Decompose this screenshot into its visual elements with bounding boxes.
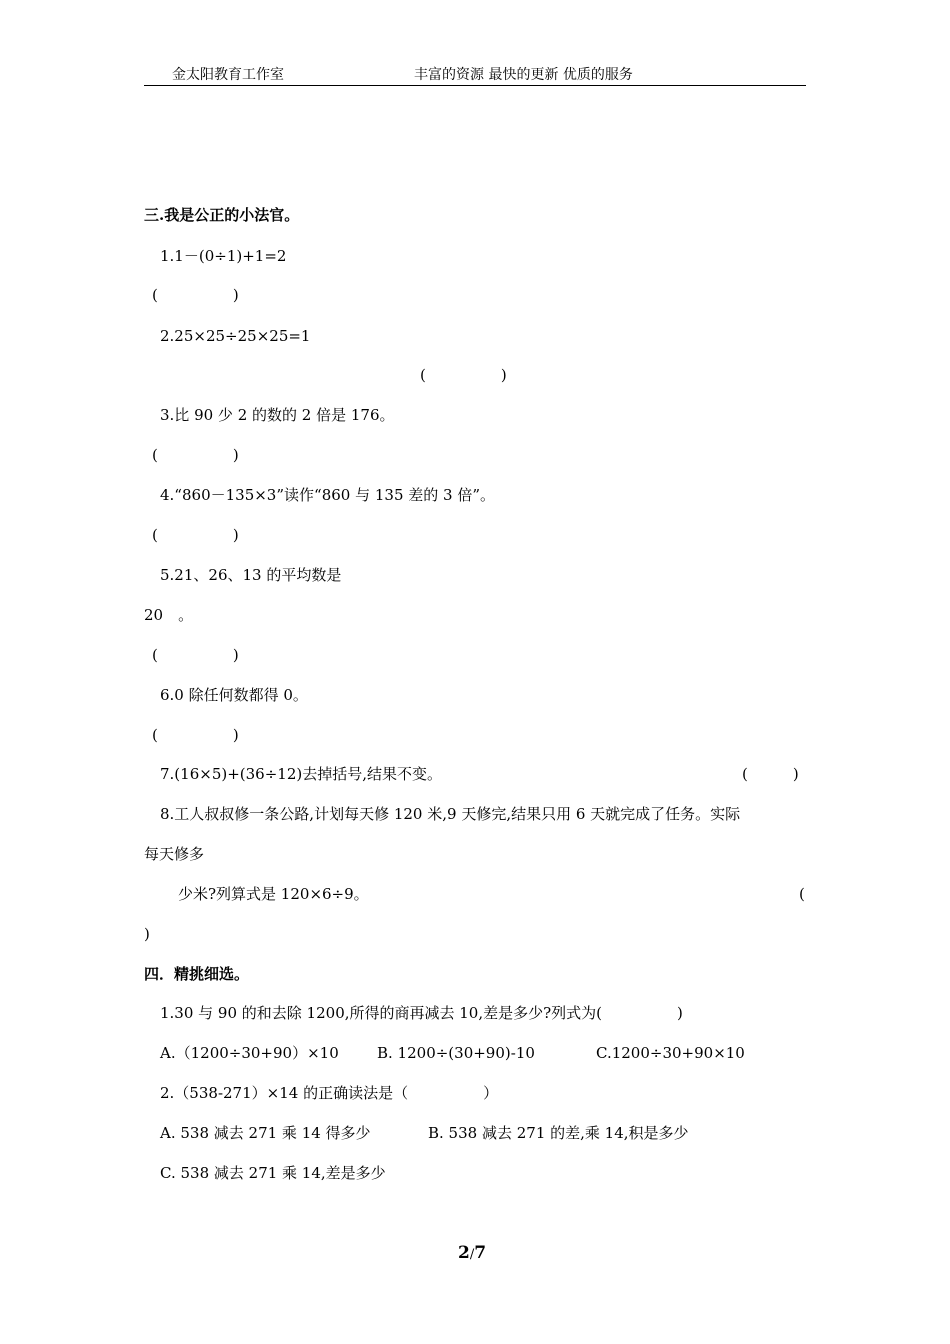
s3-q8-paren-close: ) bbox=[144, 925, 150, 943]
s3-q5-answer-paren: ( ) bbox=[152, 646, 239, 664]
s3-q7-answer-paren: ( ) bbox=[742, 765, 799, 783]
s3-q4-answer-paren: ( ) bbox=[152, 526, 239, 544]
s3-q8-line2: 每天修多 bbox=[144, 845, 205, 863]
section4-title: 四．精挑细选。 bbox=[144, 965, 250, 983]
current-page: 2 bbox=[458, 1243, 470, 1263]
s4-q2-option-b: B. 538 减去 271 的差,乘 14,积是多少 bbox=[428, 1124, 689, 1142]
header-rule bbox=[144, 85, 806, 86]
s4-q1: 1.30 与 90 的和去除 1200,所得的商再减去 10,差是多少?列式为( ) bbox=[160, 1004, 683, 1022]
s4-q2: 2.（538-271）×14 的正确读法是（ ） bbox=[160, 1084, 499, 1102]
s3-q2: 2.25×25÷25×25=1 bbox=[160, 327, 311, 345]
header-right-text: 丰富的资源 最快的更新 优质的服务 bbox=[414, 67, 633, 83]
s3-q1: 1.1－(0÷1)+1=2 bbox=[160, 247, 287, 265]
s3-q4: 4.“860－135×3”读作“860 与 135 差的 3 倍”。 bbox=[160, 486, 496, 504]
page-separator: / bbox=[469, 1247, 475, 1262]
s3-q2-answer-paren: ( ) bbox=[420, 366, 507, 384]
s4-q1-option-c: C.1200÷30+90×10 bbox=[596, 1044, 745, 1062]
s4-q1-option-b: B. 1200÷(30+90)-10 bbox=[377, 1044, 535, 1062]
s3-q6: 6.0 除任何数都得 0。 bbox=[160, 686, 308, 704]
section3-title: 三.我是公正的小法官。 bbox=[144, 206, 300, 224]
s3-q7: 7.(16×5)+(36÷12)去掉括号,结果不变。 bbox=[160, 765, 442, 783]
s3-q8-line1: 8.工人叔叔修一条公路,计划每天修 120 米,9 天修完,结果只用 6 天就完成了任务。实际 bbox=[160, 805, 741, 823]
s4-q2-option-a: A. 538 减去 271 乘 14 得多少 bbox=[160, 1124, 371, 1142]
s3-q3: 3.比 90 少 2 的数的 2 倍是 176。 bbox=[160, 406, 395, 424]
s3-q6-answer-paren: ( ) bbox=[152, 726, 239, 744]
total-pages: 7 bbox=[474, 1243, 487, 1263]
s3-q8-paren-open: ( bbox=[799, 885, 805, 903]
s3-q3-answer-paren: ( ) bbox=[152, 446, 239, 464]
s3-q5-line2: 20 。 bbox=[144, 606, 194, 624]
s4-q1-option-a: A.（1200÷30+90）×10 bbox=[160, 1044, 339, 1062]
s3-q5-line1: 5.21、26、13 的平均数是 bbox=[160, 566, 342, 584]
header-left-text: 金太阳教育工作室 bbox=[172, 67, 284, 83]
s3-q8-line3: 少米?列算式是 120×6÷9。 bbox=[178, 885, 369, 903]
s3-q1-answer-paren: ( ) bbox=[152, 286, 239, 304]
page-number bbox=[458, 1245, 486, 1262]
s4-q2-option-c: C. 538 减去 271 乘 14,差是多少 bbox=[160, 1164, 386, 1182]
